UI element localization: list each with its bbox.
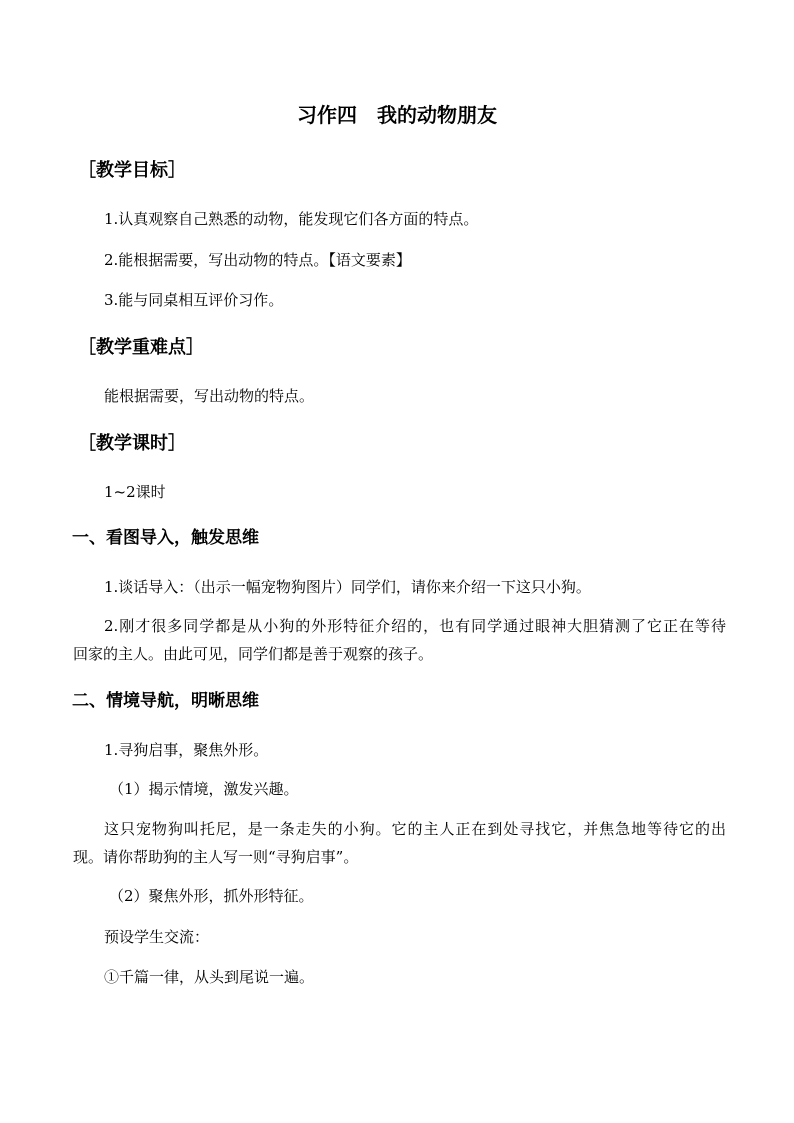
section-2-paragraph-4: （2）聚焦外形，抓外形特征。 [109, 887, 314, 905]
section-1-heading: 一、看图导入，触发思维 [72, 528, 259, 548]
goal-item-2: 2.能根据需要，写出动物的特点。【语文要素】 [104, 251, 411, 269]
key-points-heading: ［教学重难点］ [78, 337, 204, 358]
section-2-paragraph-2: （1）揭示情境，激发兴趣。 [109, 780, 299, 798]
section-1-paragraph-2-line-1: 2.刚才很多同学都是从小狗的外形特征介绍的，也有同学通过眼神大胆猜测了它正在等待 [104, 617, 726, 635]
section-1-paragraph-2-line-2: 回家的主人。由此可见，同学们都是善于观察的孩子。 [73, 645, 434, 663]
section-2-heading: 二、情境导航，明晰思维 [72, 691, 259, 711]
hours-heading: ［教学课时］ [78, 433, 186, 454]
section-2-paragraph-6: ①千篇一律，从头到尾说一遍。 [104, 968, 315, 986]
key-points-text: 能根据需要，写出动物的特点。 [104, 387, 315, 405]
section-2-paragraph-1: 1.寻狗启事，聚焦外形。 [104, 741, 269, 759]
goal-item-3: 3.能与同桌相互评价习作。 [104, 291, 284, 309]
hours-text: 1~2课时 [104, 483, 166, 501]
section-2-paragraph-5: 预设学生交流： [104, 928, 210, 946]
goals-heading: ［教学目标］ [78, 160, 186, 181]
goal-item-1: 1.认真观察自己熟悉的动物，能发现它们各方面的特点。 [104, 210, 479, 228]
section-2-paragraph-3-line-2: 现。请你帮助狗的主人写一则“寻狗启事”。 [73, 848, 359, 866]
section-1-paragraph-1: 1.谈话导入：（出示一幅宠物狗图片）同学们，请你来介绍一下这只小狗。 [104, 578, 591, 596]
page-title: 习作四 我的动物朋友 [297, 103, 497, 127]
section-2-paragraph-3-line-1: 这只宠物狗叫托尼，是一条走失的小狗。它的主人正在到处寻找它，并焦急地等待它的出 [104, 820, 726, 838]
